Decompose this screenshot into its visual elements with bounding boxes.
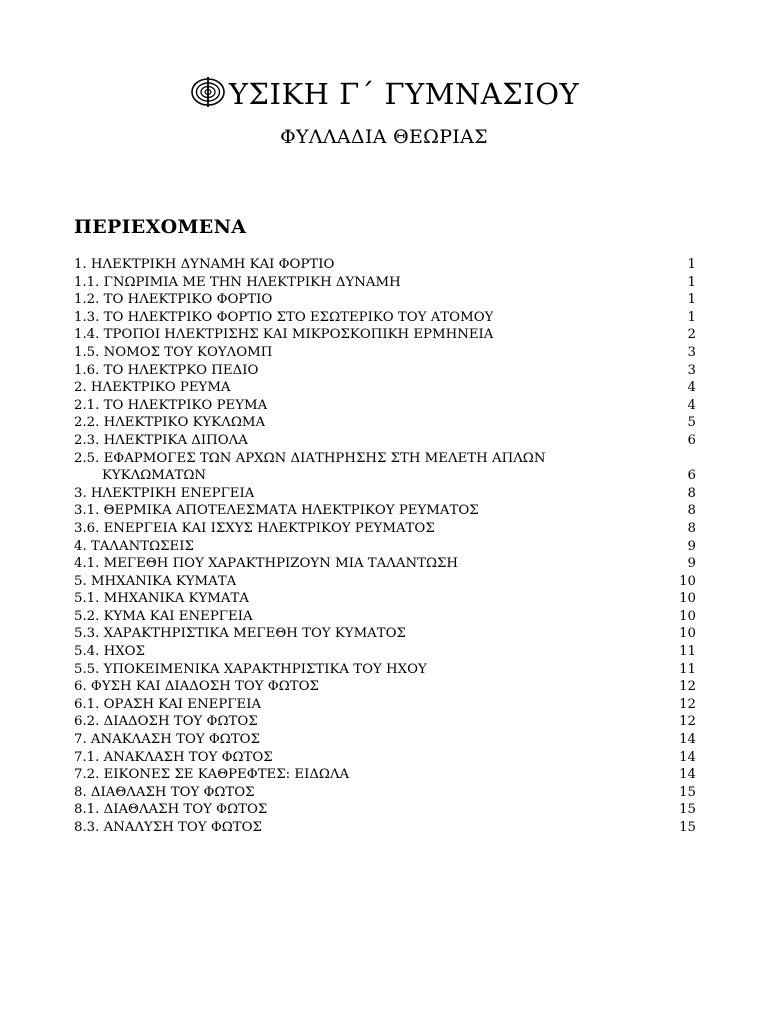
toc-entry-page: 1: [687, 292, 696, 308]
toc-entry-page: 11: [679, 661, 696, 677]
toc-entry-title: 5.2. ΚΥΜΑ ΚΑΙ ΕΝΕΡΓΕΙΑ: [74, 608, 253, 624]
toc-entry-title: 5.4. ΗΧΟΣ: [74, 644, 145, 660]
swirl-phi-logo-icon: [189, 74, 227, 110]
toc-entry: [74, 696, 696, 714]
toc-entry-page: 5: [687, 415, 696, 431]
toc-entry: [74, 379, 696, 397]
toc-entry: [74, 801, 696, 819]
toc-entry: [74, 362, 696, 380]
table-of-contents: [74, 256, 696, 837]
toc-entry-title: 2. ΗΛΕΚΤΡΙΚΟ ΡΕΥΜΑ: [74, 380, 231, 396]
toc-entry-title: 1.1. ΓΝΩΡΙΜΙΑ ΜΕ ΤΗΝ ΗΛΕΚΤΡΙΚΗ ΔΥΝΑΜΗ: [74, 274, 401, 290]
toc-entry-page: 10: [679, 591, 696, 607]
toc-entry: [74, 749, 696, 767]
toc-entry-page: 1: [687, 274, 696, 290]
toc-entry-title: 2.3. ΗΛΕΚΤΡΙΚΑ ΔΙΠΟΛΑ: [74, 432, 248, 448]
toc-entry-title: 6.2. ΔΙΑΔΟΣΗ ΤΟΥ ΦΩΤΟΣ: [74, 714, 258, 730]
title-text: ΥΣΙΚΗ Γ΄ ΓΥΜΝΑΣΙΟΥ: [228, 77, 580, 111]
toc-entry-title: 1.6. ΤΟ ΗΛΕΚΤΡΚΟ ΠΕΔΙΟ: [74, 362, 259, 378]
toc-entry: [74, 309, 696, 327]
toc-entry-title: 1.2. ΤΟ ΗΛΕΚΤΡΙΚΟ ΦΟΡΤΙΟ: [74, 292, 273, 308]
toc-entry-title: 8.3. ΑΝΑΛΥΣΗ ΤΟΥ ΦΩΤΟΣ: [74, 820, 262, 835]
toc-entry-title: 5. ΜΗΧΑΝΙΚΑ ΚΥΜΑΤΑ: [74, 573, 237, 589]
toc-entry-page: 14: [679, 767, 696, 783]
toc-entry-page: 10: [679, 626, 696, 642]
toc-entry: [74, 274, 696, 292]
toc-entry-page: 10: [679, 608, 696, 624]
toc-entry-page: 11: [679, 644, 696, 660]
toc-entry-title: 7. ΑΝΑΚΛΑΣΗ ΤΟΥ ΦΩΤΟΣ: [74, 732, 260, 748]
toc-entry-title: 6.1. ΟΡΑΣΗ ΚΑΙ ΕΝΕΡΓΕΙΑ: [74, 696, 262, 712]
toc-entry-page: 4: [687, 397, 696, 413]
toc-entry-title: 2.5. ΕΦΑΡΜΟΓΕΣ ΤΩΝ ΑΡΧΩΝ ΔΙΑΤΗΡΗΣΗΣ ΣΤΗ ΜΕΛΕΤΗ ΑΠΛΩΝ: [74, 450, 546, 466]
toc-entry: [74, 538, 696, 556]
toc-entry-page: 14: [679, 732, 696, 748]
toc-entry-title: 6. ΦΥΣΗ ΚΑΙ ΔΙΑΔΟΣΗ ΤΟΥ ΦΩΤΟΣ: [74, 679, 319, 695]
toc-entry-page: 8: [687, 520, 696, 536]
toc-entry-title: 5.3. ΧΑΡΑΚΤΗΡΙΣΤΙΚΑ ΜΕΓΕΘΗ ΤΟΥ ΚΥΜΑΤΟΣ: [74, 626, 406, 642]
toc-entry-title: 1. ΗΛΕΚΤΡΙΚΗ ΔΥΝΑΜΗ ΚΑΙ ΦΟΡΤΙΟ: [74, 257, 335, 272]
toc-entry-title: 7.2. ΕΙΚΟΝΕΣ ΣΕ ΚΑΘΡΕΦΤΕΣ: ΕΙΔΩΛΑ: [74, 767, 350, 783]
toc-entry: [74, 608, 696, 626]
toc-entry-page: 1: [687, 309, 696, 325]
toc-entry-title: 4.1. ΜΕΓΕΘΗ ΠΟΥ ΧΑΡΑΚΤΗΡΙΖΟΥΝ ΜΙΑ ΤΑΛΑΝΤΩΣΗ: [74, 556, 458, 572]
toc-entry-page: 1: [687, 257, 696, 272]
toc-entry-page: 3: [687, 344, 696, 360]
toc-entry-page: 8: [687, 485, 696, 501]
toc-entry: [74, 625, 696, 643]
toc-entry: [74, 520, 696, 538]
toc-entry-title: 5.5. ΥΠΟΚΕΙΜΕΝΙΚΑ ΧΑΡΑΚΤΗΡΙΣΤΙΚΑ ΤΟΥ ΗΧΟΥ: [74, 661, 427, 677]
toc-entry: [74, 590, 696, 608]
toc-entry-title: 1.5. ΝΟΜΟΣ ΤΟΥ ΚΟΥΛΟΜΠ: [74, 344, 273, 360]
toc-entry: [74, 678, 696, 696]
toc-entry-page: 15: [679, 784, 696, 800]
toc-entry: [74, 467, 696, 485]
toc-entry: [74, 784, 696, 802]
document-subtitle: ΦΥΛΛΑΔΙΑ ΘΕΩΡΙΑΣ: [280, 126, 488, 148]
toc-entry: [74, 450, 696, 468]
toc-entry-page: 10: [679, 573, 696, 589]
toc-entry: [74, 326, 696, 344]
toc-entry: [74, 414, 696, 432]
toc-entry-page: 9: [687, 538, 696, 554]
toc-entry-page: 4: [687, 380, 696, 396]
toc-entry-title: 3.1. ΘΕΡΜΙΚΑ ΑΠΟΤΕΛΕΣΜΑΤΑ ΗΛΕΚΤΡΙΚΟΥ ΡΕΥΜΑΤΟΣ: [74, 503, 479, 519]
toc-entry-page: 6: [687, 432, 696, 448]
toc-entry: [74, 643, 696, 661]
toc-entry-title: 3.6. ΕΝΕΡΓΕΙΑ ΚΑΙ ΙΣΧΥΣ ΗΛΕΚΤΡΙΚΟΥ ΡΕΥΜΑΤΟΣ: [74, 520, 435, 536]
toc-entry-title: 7.1. ΑΝΑΚΛΑΣΗ ΤΟΥ ΦΩΤΟΣ: [74, 749, 273, 765]
toc-entry: [74, 661, 696, 679]
toc-entry: [74, 291, 696, 309]
toc-entry-page: 15: [679, 820, 696, 835]
toc-entry-title: 3. ΗΛΕΚΤΡΙΚΗ ΕΝΕΡΓΕΙΑ: [74, 485, 255, 501]
toc-entry-page: 6: [687, 468, 696, 484]
toc-entry: [74, 766, 696, 784]
toc-entry: [74, 819, 696, 837]
toc-entry: [74, 502, 696, 520]
toc-entry: [74, 344, 696, 362]
toc-entry: [74, 485, 696, 503]
toc-entry-title: ΚΥΚΛΩΜΑΤΩΝ: [102, 468, 207, 484]
toc-entry: [74, 573, 696, 591]
toc-entry-page: 2: [687, 327, 696, 343]
toc-entry-page: 3: [687, 362, 696, 378]
toc-entry-page: 12: [679, 714, 696, 730]
toc-entry-page: 12: [679, 679, 696, 695]
contents-heading: ΠΕΡΙΕΧΟΜΕΝΑ: [74, 216, 247, 238]
toc-entry-title: 5.1. ΜΗΧΑΝΙΚΑ ΚΥΜΑΤΑ: [74, 591, 249, 607]
toc-entry: [74, 555, 696, 573]
toc-entry: [74, 256, 696, 274]
toc-entry-title: 1.3. ΤΟ ΗΛΕΚΤΡΙΚΟ ΦΟΡΤΙΟ ΣΤΟ ΕΣΩΤΕΡΙΚΟ ΤΟΥ ΑΤΟΜΟΥ: [74, 309, 494, 325]
toc-entry-title: 2.2. ΗΛΕΚΤΡΙΚΟ ΚΥΚΛΩΜΑ: [74, 415, 266, 431]
toc-entry: [74, 397, 696, 415]
toc-entry-title: 2.1. ΤΟ ΗΛΕΚΤΡΙΚΟ ΡΕΥΜΑ: [74, 397, 268, 413]
toc-entry-page: 8: [687, 503, 696, 519]
toc-entry-title: 1.4. ΤΡΟΠΟΙ ΗΛΕΚΤΡΙΣΗΣ ΚΑΙ ΜΙΚΡΟΣΚΟΠΙΚΗ ΕΡΜΗΝΕΙΑ: [74, 327, 494, 343]
toc-entry-page: 15: [679, 802, 696, 818]
toc-entry-title: 8.1. ΔΙΑΘΛΑΣΗ ΤΟΥ ΦΩΤΟΣ: [74, 802, 268, 818]
toc-entry-title: 4. ΤΑΛΑΝΤΩΣΕΙΣ: [74, 538, 194, 554]
toc-entry-page: 12: [679, 696, 696, 712]
toc-entry: [74, 731, 696, 749]
toc-entry: [74, 713, 696, 731]
document-title: [0, 74, 768, 111]
toc-entry-page: 14: [679, 749, 696, 765]
toc-entry-page: 9: [687, 556, 696, 572]
toc-entry-title: 8. ΔΙΑΘΛΑΣΗ ΤΟΥ ΦΩΤΟΣ: [74, 784, 255, 800]
toc-entry: [74, 432, 696, 450]
